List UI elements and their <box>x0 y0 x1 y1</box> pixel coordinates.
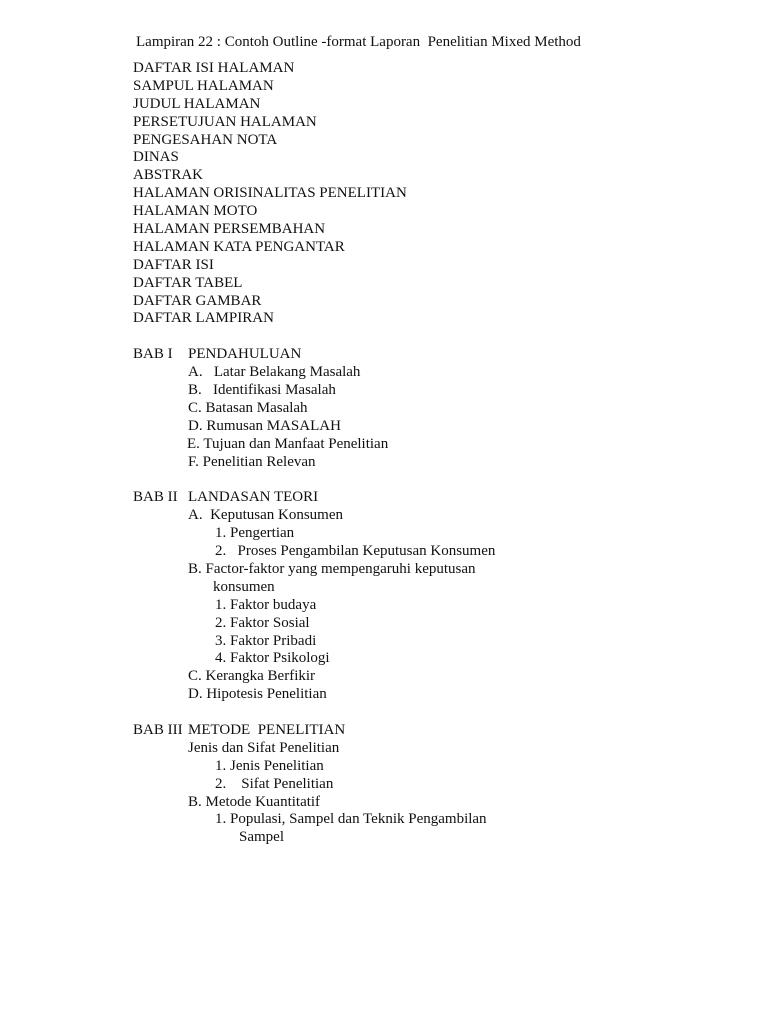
subsection-item: 2. Faktor Sosial <box>215 614 310 631</box>
table-of-contents <box>133 60 495 847</box>
section-spacer <box>133 328 495 346</box>
front-matter-item: PENGESAHAN NOTA <box>133 131 278 148</box>
front-matter-item: DAFTAR ISI <box>133 256 214 273</box>
subsection-item: 2. Proses Pengambilan Keputusan Konsumen <box>215 543 496 560</box>
chapter-heading <box>133 722 495 740</box>
front-matter-item: DAFTAR LAMPIRAN <box>133 310 274 327</box>
front-matter-item: HALAMAN PERSEMBAHAN <box>133 221 326 238</box>
section-item-continuation: konsumen <box>213 578 275 595</box>
subsection-item: 1. Jenis Penelitian <box>215 757 324 774</box>
section-item: Jenis dan Sifat Penelitian <box>188 739 340 756</box>
section-spacer <box>133 471 495 489</box>
front-matter-item: DINAS <box>133 149 179 166</box>
section-item: B. Identifikasi Masalah <box>188 382 336 399</box>
chapter-title: LANDASAN TEORI <box>188 489 319 506</box>
subsection-item: 4. Faktor Psikologi <box>215 650 330 667</box>
section-spacer <box>133 704 495 722</box>
section-item: C. Batasan Masalah <box>188 399 308 416</box>
subsection-item: 1. Populasi, Sampel dan Teknik Pengambilan <box>215 811 487 828</box>
section-item: B. Factor-faktor yang mempengaruhi keputusan <box>188 560 476 577</box>
section-item: B. Metode Kuantitatif <box>188 793 321 810</box>
section-item: D. Hipotesis Penelitian <box>188 686 327 703</box>
document-title: Lampiran 22 : Contoh Outline -format Laporan Penelitian Mixed Method <box>136 34 581 50</box>
section-item: C. Kerangka Berfikir <box>188 668 316 685</box>
chapter-heading <box>133 346 495 364</box>
subsection-item-continuation: Sampel <box>239 829 284 846</box>
front-matter-item: DAFTAR GAMBAR <box>133 292 262 309</box>
section-item: A. Keputusan Konsumen <box>188 507 343 524</box>
section-item: E. Tujuan dan Manfaat Penelitian <box>187 435 389 452</box>
subsection-item: 2. Sifat Penelitian <box>215 775 334 792</box>
section-item: D. Rumusan MASALAH <box>188 417 341 434</box>
front-matter-item: JUDUL HALAMAN <box>133 95 261 112</box>
section-item: F. Penelitian Relevan <box>188 453 316 470</box>
chapter-label: BAB I <box>133 346 173 363</box>
chapter-label: BAB II <box>133 489 178 506</box>
front-matter-item: DAFTAR TABEL <box>133 274 243 291</box>
front-matter-item: PERSETUJUAN HALAMAN <box>133 113 317 130</box>
chapter-heading <box>133 489 495 507</box>
subsection-item: 1. Pengertian <box>215 525 295 542</box>
front-matter-item: ABSTRAK <box>133 167 204 184</box>
chapter-title: METODE PENELITIAN <box>188 721 346 738</box>
subsection-item: 3. Faktor Pribadi <box>215 632 317 649</box>
front-matter-item: DAFTAR ISI HALAMAN <box>133 60 295 76</box>
chapter-title: PENDAHULUAN <box>188 346 302 363</box>
front-matter-item: HALAMAN KATA PENGANTAR <box>133 238 345 255</box>
front-matter-item: HALAMAN MOTO <box>133 203 258 220</box>
front-matter-item: HALAMAN ORISINALITAS PENELITIAN <box>133 185 407 202</box>
section-item: A. Latar Belakang Masalah <box>188 364 361 381</box>
chapter-label: BAB III <box>133 721 183 738</box>
subsection-item: 1. Faktor budaya <box>215 596 317 613</box>
front-matter-item: SAMPUL HALAMAN <box>133 77 274 94</box>
